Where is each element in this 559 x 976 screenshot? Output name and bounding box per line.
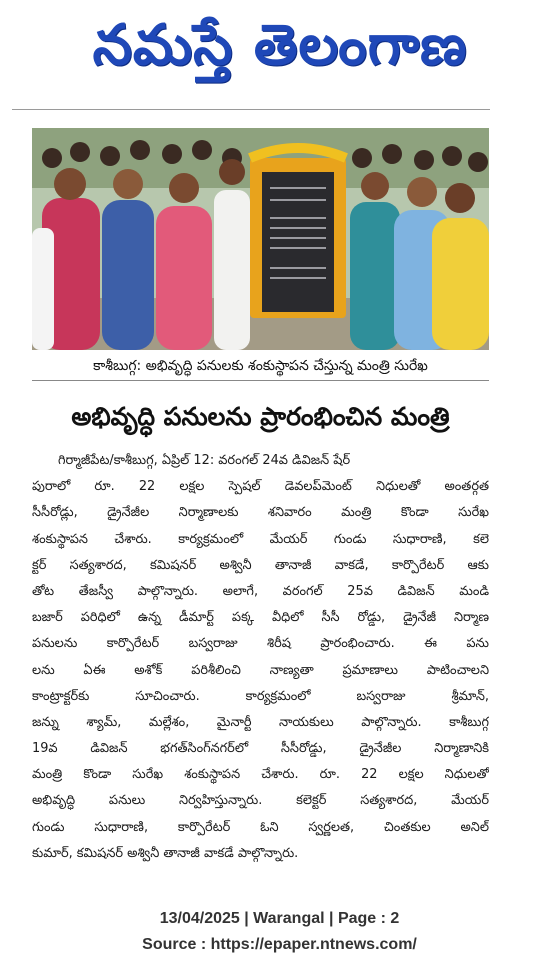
article-line: జన్ను శ్యామ్, మల్లేశం, మైనార్టీ నాయకులు పాల్గొన్నారు. కాశీబుగ్గ [32,714,489,730]
article-line: కాంట్రాక్టర్‌కు సూచించారు. కార్యక్రమంలో బస్వరాజు శ్రీమాన్, [32,688,489,704]
article-line: తోట తేజస్వీ పాల్గొన్నారు. అలాగే, వరంగల్ 25వ డివిజన్ మండి [32,583,489,599]
article-line: శంకుస్థాపన చేశారు. కార్యక్రమంలో మేయర్ గుండు సుధారాణి, కలె [32,531,489,547]
news-photo [32,128,489,350]
photo-caption: కాశీబుగ్గ: అభివృద్ధి పనులకు శంకుస్థాపన చేస్తున్న మంత్రి సురేఖ [93,358,428,374]
article-line: 19వ డివిజన్ భగత్‌సింగ్‌నగర్‌లో సీసీరోడ్డు, డ్రైనేజీల నిర్మాణానికి [32,741,489,757]
article-line: పనులను కార్పొరేటర్ బస్వరాజు శిరీష ప్రారంభించారు. ఈ పను [32,636,489,652]
article-line: బజార్ పరిధిలో ఉన్న డీమార్ట్ పక్క వీధిలో సీసీ రోడ్డు, డ్రైనేజీ నిర్మాణ [32,610,489,626]
article-line: మంత్రి కొండా సురేఖ శంకుస్థాపన చేశారు. రూ. 22 లక్షల నిధులతో [32,767,489,783]
masthead-divider [12,109,490,110]
news-photo-illustration [32,128,489,350]
newspaper-title: నమస్తే తెలంగాణ [92,12,468,78]
masthead [0,0,559,112]
article-line: కుమార్, కమిషనర్ అశ్వినీ తానాజీ వాకడే పాల్గొన్నారు. [32,845,299,861]
edition-info: 13/04/2025 | Warangal | Page : 2 [159,910,400,927]
article-line: సీసీరోడ్లు, డ్రైనేజీల నిర్మాణాలకు శనివారం మంత్రి కొండా సురేఖ [32,505,489,521]
article-line: పురాలో రూ. 22 లక్షల స్పెషల్ డెవలప్‌మెంట్ నిధులతో అంతర్గత [32,479,489,495]
article-line: అభివృద్ధి పనులు నిర్వహిస్తున్నారు. కలెక్టర్ సత్యశారద, మేయర్ [32,793,489,809]
article-line: గుండు సుధారాణి, కార్పొరేటర్ ఓని స్వర్ణలత, చింతకుల అనిల్ [32,819,489,835]
source-link[interactable]: Source : https://epaper.ntnews.com/ [142,936,417,953]
article-headline: అభివృద్ధి పనులను ప్రారంభించిన మంత్రి [71,402,450,431]
article-body [32,448,489,888]
article-line: క్టర్ సత్యశారద, కమిషనర్ అశ్వినీ తానాజీ వాకడే, కార్పొరేటర్ ఆకు [32,557,489,573]
article-line: గిర్మాజీపేట/కాశీబుగ్గ, ఏప్రిల్ 12: వరంగల్ 24వ డివిజన్ షేర్ [58,453,351,468]
article-line: లను ఏఈ అశోక్ పరిశీలించి నాణ్యతా ప్రమాణాలు పాటించాలని [32,662,489,678]
caption-divider [32,380,489,381]
